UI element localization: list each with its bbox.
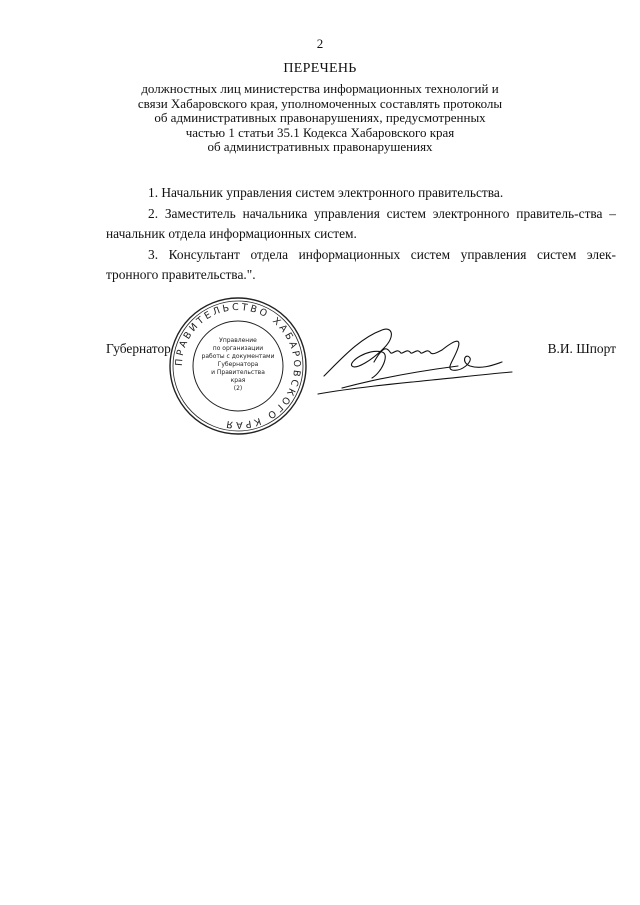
handwritten-signature-icon xyxy=(312,318,522,408)
page-number: 2 xyxy=(316,36,324,51)
seal-inner-line: по организации xyxy=(212,345,264,352)
seal-inner-line: работы с документами xyxy=(201,353,275,360)
list-item: 1. Начальник управления систем электронного правительства. xyxy=(148,185,504,200)
document-title: ПЕРЕЧЕНЬ xyxy=(283,61,357,76)
heading-line: об административных правонарушениях xyxy=(207,139,433,154)
official-seal-icon xyxy=(168,296,308,436)
heading-line: должностных лиц министерства информационных технологий и xyxy=(141,81,499,96)
seal-inner-line: Управление xyxy=(219,337,257,344)
seal-inner-line: (2) xyxy=(233,385,243,392)
signatory-name: В.И. Шпорт xyxy=(547,341,616,356)
seal-inner-line: и Правительства xyxy=(211,369,265,376)
signatory-title: Губернатор xyxy=(106,341,171,356)
list-item: 3. Консультант отдела информационных систем управления систем элек-тронного правительства.". xyxy=(106,246,616,282)
list-item: 2. Заместитель начальника управления систем электронного правитель-ства – начальник отдела информационных систем. xyxy=(106,205,616,241)
seal-outer-text: ПРАВИТЕЛЬСТВО ХАБАРОВСКОГО КРАЯ xyxy=(173,301,303,431)
heading-line: об административных правонарушениях, предусмотренных xyxy=(154,110,486,125)
seal-inner-line: Губернатора xyxy=(217,361,259,368)
heading-line: связи Хабаровского края, уполномоченных составлять протоколы xyxy=(137,95,503,111)
seal-inner-line: края xyxy=(230,377,246,384)
document-heading xyxy=(120,82,520,155)
list-items xyxy=(106,183,616,286)
heading-line: частью 1 статьи 35.1 Кодекса Хабаровского края xyxy=(185,124,455,140)
